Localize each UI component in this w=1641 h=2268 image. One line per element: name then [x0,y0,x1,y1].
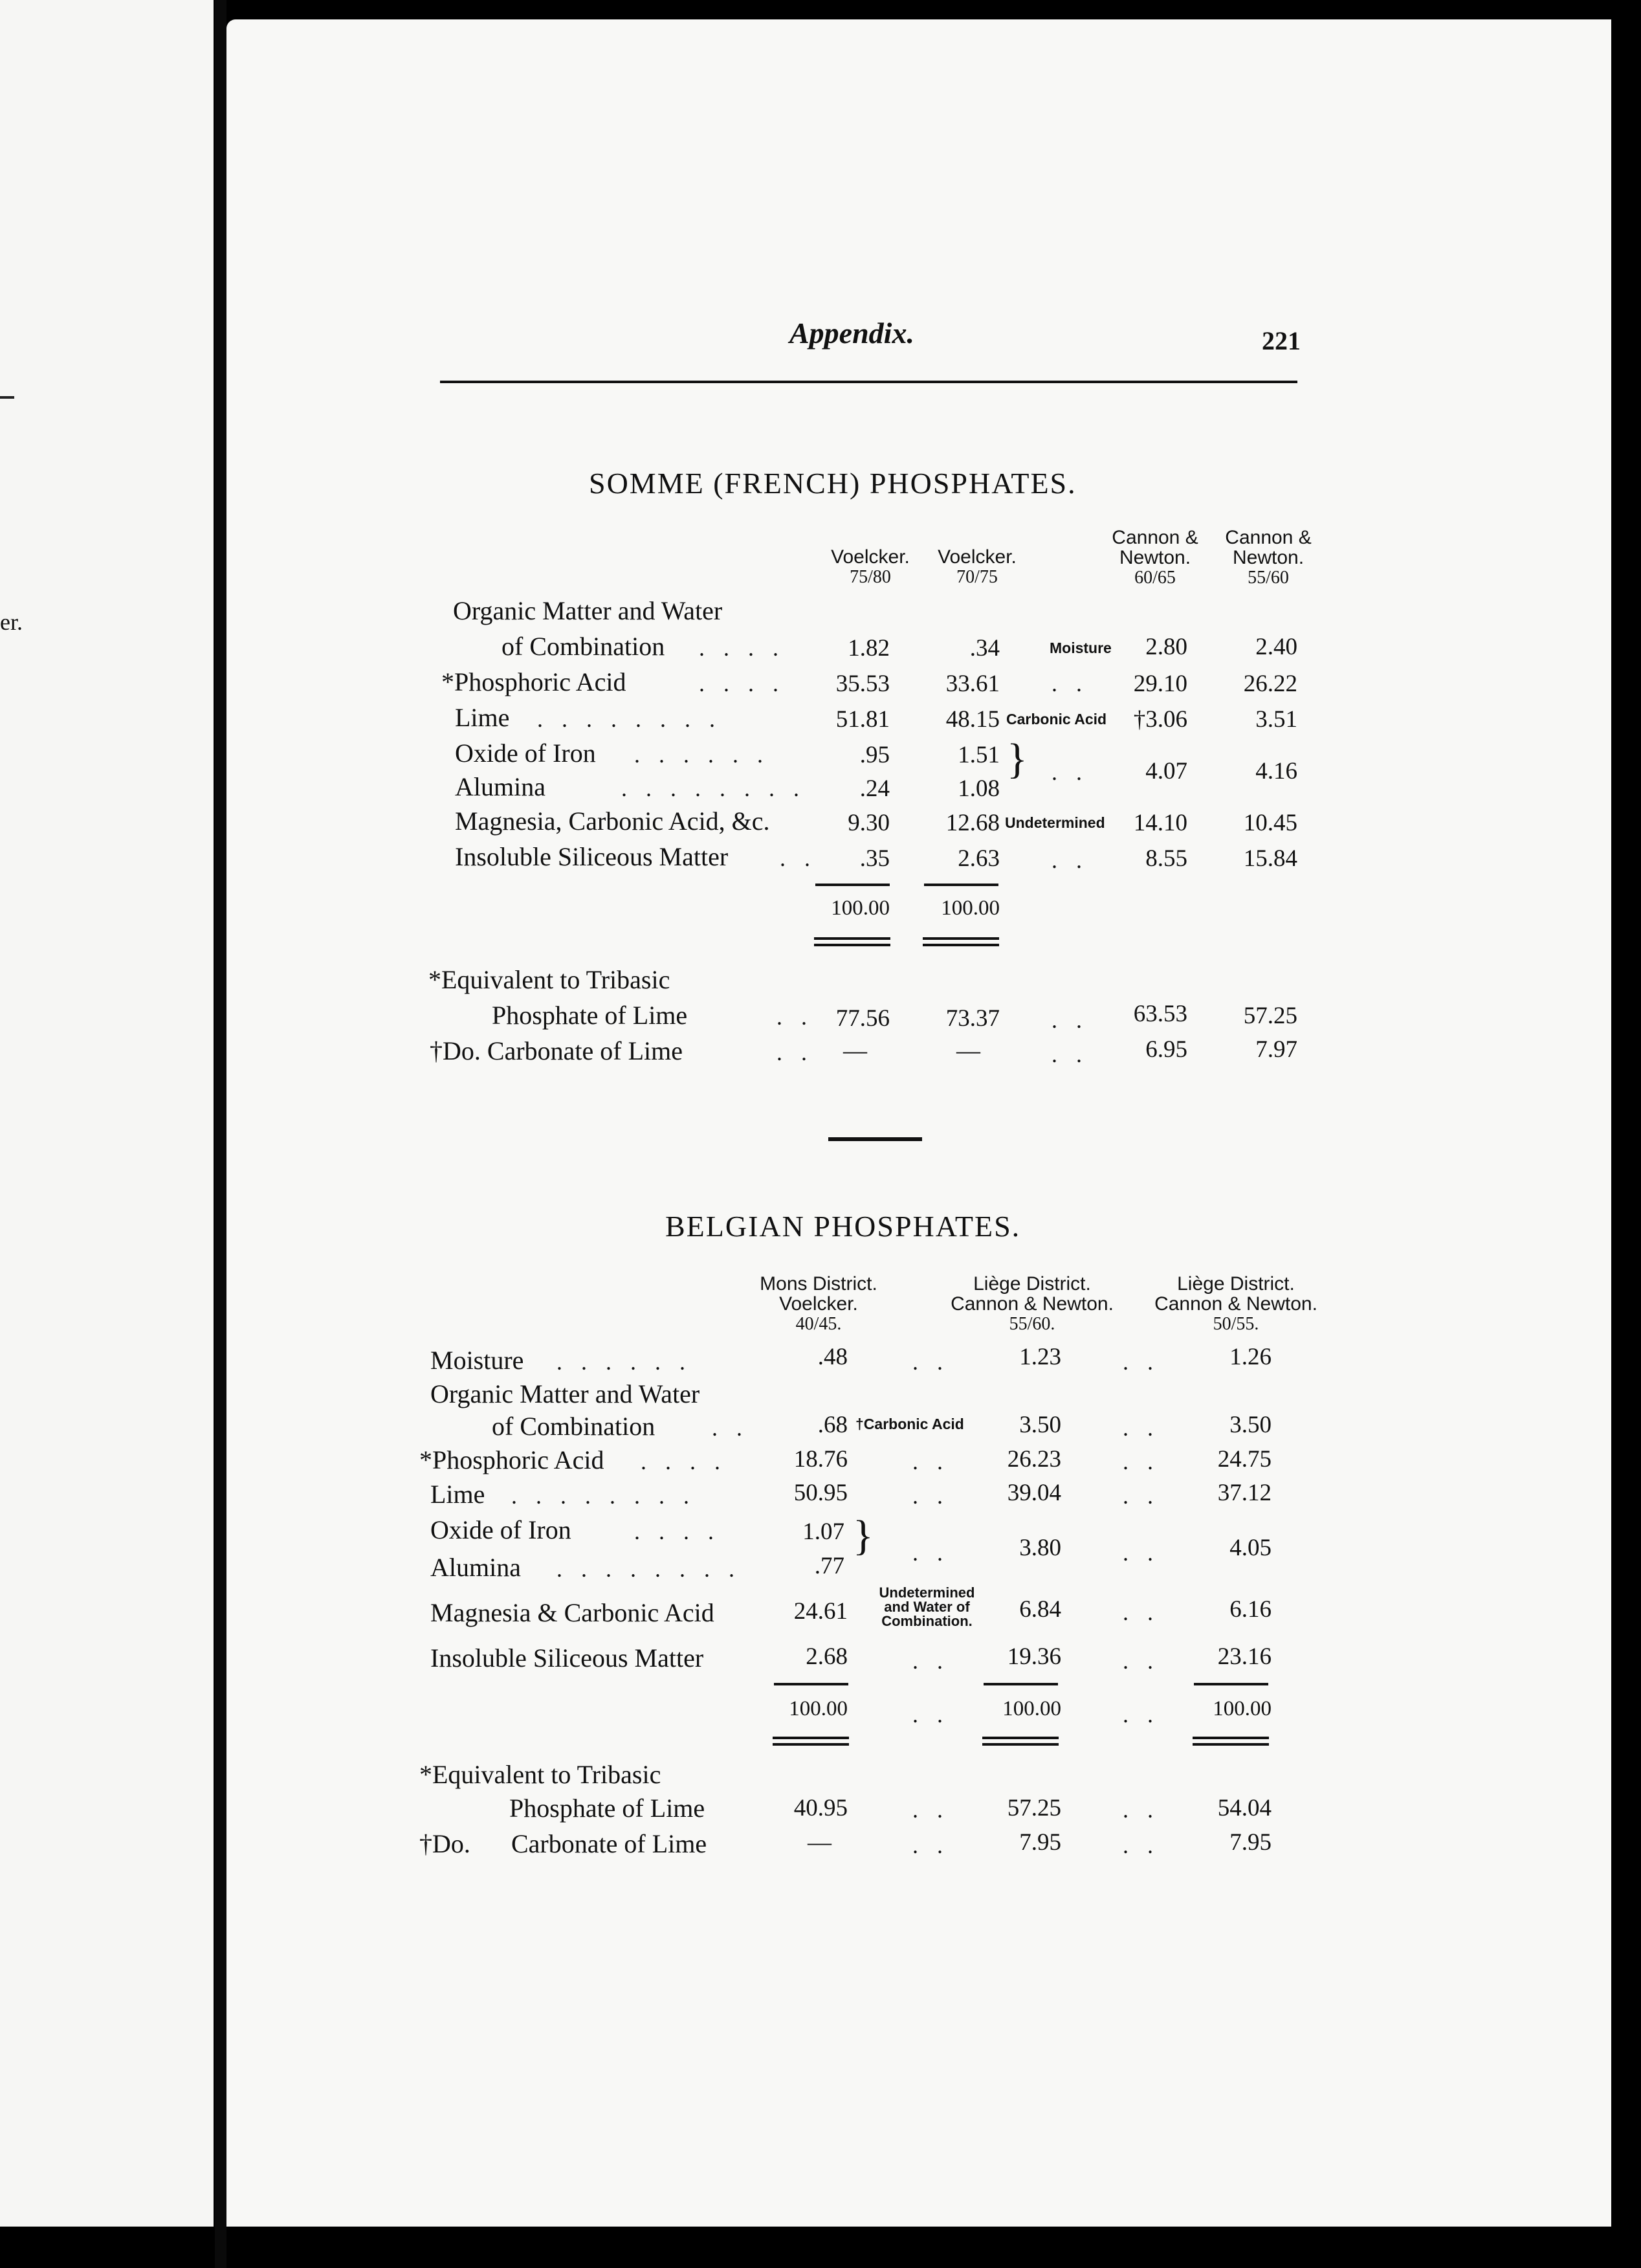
leader-dots: . . . . . . [556,1349,692,1375]
somme-note: Carbonic Acid [1006,711,1107,728]
somme-row-label: Magnesia, Carbonic Acid, &c. [455,806,770,836]
total-rule [773,1737,849,1739]
somme-cell: .34 [969,635,1000,662]
belgian-cell: 26.23 [1007,1446,1061,1473]
somme-cell: 77.56 [835,1005,890,1032]
running-header: Appendix. [789,317,914,350]
somme-cell: 63.53 [1133,1001,1187,1027]
leader-dots: . . [1123,1832,1160,1858]
header-rule [440,381,1297,383]
leader-dots: . . [780,845,817,871]
sum-rule [1194,1683,1268,1685]
somme-cell: 4.07 [1145,758,1187,784]
belgian-cell: 4.05 [1229,1535,1272,1561]
somme-cell: 57.25 [1243,1003,1297,1029]
somme-col-1-header: Voelcker. 75/80 [831,546,910,587]
leader-dots: . . [912,1797,949,1823]
leader-dots: . . [1123,1702,1160,1728]
leader-dots: . . . . . . . . [537,706,721,732]
sum-rule [924,884,998,886]
belgian-equiv-label-cont: Phosphate of Lime [509,1794,705,1823]
sum-rule [774,1683,848,1685]
somme-cell: 29.10 [1133,671,1187,697]
leader-dots: . . [1052,1007,1088,1033]
belgian-cell: 1.23 [1019,1344,1061,1370]
belgian-cell: 1.26 [1229,1344,1272,1370]
belgian-cell: .68 [817,1412,848,1438]
belgian-cell: 1.07 [802,1518,844,1545]
leader-dots: . . [912,1832,949,1858]
belgian-cell: 57.25 [1007,1795,1061,1821]
somme-cell: 7.97 [1255,1036,1297,1063]
leader-dots: . . [712,1415,749,1441]
belgian-total: 100.00 [789,1697,848,1720]
somme-cell: 73.37 [945,1005,1000,1032]
total-rule [1193,1737,1269,1739]
somme-title: SOMME (FRENCH) PHOSPHATES. [589,467,1077,500]
belgian-row-label-cont: of Combination [492,1412,655,1441]
somme-carbonate-label: †Do. Carbonate of Lime [430,1036,683,1065]
belgian-cell: 50.95 [793,1480,848,1506]
belgian-cell: 3.50 [1019,1412,1061,1438]
leader-dots: . . . . . . . . [556,1556,741,1582]
belgian-cell: 18.76 [793,1446,848,1473]
somme-cell: 2.80 [1145,634,1187,660]
belgian-col-1-header: Mons District. Voelcker. 40/45. [760,1273,877,1334]
section-divider [828,1137,922,1141]
somme-row-label-cont: of Combination [501,632,665,661]
leader-dots: . . [912,1702,949,1728]
leader-dots: . . . . [699,671,785,696]
belgian-row-label: Organic Matter and Water [430,1379,700,1408]
somme-cell: 26.22 [1243,671,1297,697]
leader-dots: . . [1123,1449,1160,1474]
belgian-note: †Carbonic Acid [855,1416,964,1432]
belgian-row-label: Moisture [430,1346,524,1375]
belgian-cell: 2.68 [806,1643,848,1670]
leader-dots: . . [1123,1415,1160,1441]
total-rule [982,1737,1059,1739]
sum-rule [984,1683,1058,1685]
somme-col-4-header: Cannon & Newton. 55/60 [1225,527,1312,588]
somme-cell: 2.63 [958,845,1000,872]
leader-dots: . . [1052,759,1088,785]
belgian-cell: .48 [817,1344,848,1370]
somme-cell: 1.82 [848,635,890,662]
leader-dots: . . [1123,1599,1160,1625]
total-rule [982,1743,1059,1746]
belgian-cell: 24.75 [1217,1446,1272,1473]
somme-cell: 15.84 [1243,845,1297,872]
belgian-cell: 39.04 [1007,1480,1061,1506]
belgian-title: BELGIAN PHOSPHATES. [665,1210,1021,1243]
leader-dots: . . [1123,1540,1160,1566]
belgian-carbonate-label-cont: Carbonate of Lime [511,1829,707,1858]
somme-col-3-header: Cannon & Newton. 60/65 [1112,527,1198,588]
total-rule [923,944,999,946]
somme-cell: 2.40 [1255,634,1297,660]
leader-dots: . . [1123,1483,1160,1509]
belgian-cell: 3.80 [1019,1535,1061,1561]
belgian-cell: 40.95 [793,1795,848,1821]
belgian-row-label: Magnesia & Carbonic Acid [430,1598,714,1627]
somme-row-label: *Phosphoric Acid [441,667,626,696]
leader-dots: . . [912,1449,949,1474]
left-page [0,0,214,2227]
leader-dots: . . [1123,1648,1160,1674]
somme-total: 100.00 [941,896,1000,920]
leader-dots: . . [912,1540,949,1566]
somme-equiv-label: *Equivalent to Tribasic [428,965,670,994]
belgian-row-label: Lime [430,1480,485,1509]
somme-cell: 33.61 [945,671,1000,697]
brace-icon: } [853,1512,874,1559]
book-spine [215,0,226,2268]
belgian-cell: 24.61 [793,1598,848,1625]
total-rule [1193,1743,1269,1746]
leader-dots: . . [912,1648,949,1674]
somme-cell: .35 [859,845,890,872]
leader-dots: . . [776,1040,813,1065]
belgian-total: 100.00 [1002,1697,1061,1720]
somme-cell: 4.16 [1255,758,1297,784]
somme-cell: — [956,1038,980,1064]
leader-dots: . . [1123,1797,1160,1823]
left-page-fragment: er. [0,609,23,635]
belgian-carbonate-label: †Do. [419,1829,470,1858]
somme-row-label: Organic Matter and Water [453,596,723,625]
somme-cell: 6.95 [1145,1036,1187,1063]
somme-row-label: Lime [455,703,510,732]
leader-dots: . . [776,1004,813,1030]
total-rule [773,1743,849,1746]
sum-rule [815,884,890,886]
somme-cell: 48.15 [945,706,1000,733]
page-number: 221 [1262,326,1301,355]
right-page [226,19,1611,2227]
leader-dots: . . [1052,847,1088,873]
belgian-note: Undetermined and Water of Combination. [879,1584,975,1629]
somme-cell: 10.45 [1243,810,1297,836]
belgian-cell: 7.95 [1019,1829,1061,1856]
belgian-cell: 6.16 [1229,1596,1272,1623]
somme-note: Undetermined [1005,814,1105,831]
belgian-total: 100.00 [1213,1697,1272,1720]
leader-dots: . . . . . . . . [511,1483,696,1509]
somme-row-label: Oxide of Iron [455,739,596,768]
leader-dots: . . . . [634,1518,720,1544]
belgian-col-3-header: Liège District. Cannon & Newton. 50/55. [1154,1273,1317,1334]
somme-equiv-label-cont: Phosphate of Lime [492,1001,688,1030]
somme-cell: 35.53 [835,671,890,697]
somme-cell: — [843,1038,867,1064]
belgian-cell: 6.84 [1019,1596,1061,1623]
leader-dots: . . . . . . [634,742,769,768]
brace-icon: } [1007,735,1028,783]
leader-dots: . . . . . . . . [621,775,806,801]
leader-dots: . . [1052,1041,1088,1067]
somme-cell: 14.10 [1133,810,1187,836]
belgian-cell: 7.95 [1229,1829,1272,1856]
leader-dots: . . . . [699,635,785,661]
belgian-cell: 23.16 [1217,1643,1272,1670]
total-rule [814,937,890,940]
belgian-cell: 54.04 [1217,1795,1272,1821]
leader-dots: . . [912,1349,949,1375]
somme-cell: 3.51 [1255,706,1297,733]
leader-dots: . . [912,1483,949,1509]
belgian-cell: 19.36 [1007,1643,1061,1670]
belgian-row-label: Oxide of Iron [430,1515,571,1544]
somme-cell: †3.06 [1133,706,1187,733]
somme-total: 100.00 [831,896,890,920]
somme-cell: 1.51 [958,742,1000,768]
somme-cell: 51.81 [835,706,890,733]
belgian-cell: 37.12 [1217,1480,1272,1506]
belgian-cell: 3.50 [1229,1412,1272,1438]
somme-note: Moisture [1050,639,1112,656]
somme-cell: 12.68 [945,810,1000,836]
leader-dots: . . . . [641,1449,727,1474]
somme-cell: .95 [859,742,890,768]
total-rule [923,937,999,940]
belgian-row-label: Alumina [430,1553,521,1582]
somme-row-label: Insoluble Siliceous Matter [455,842,729,871]
belgian-cell: .77 [814,1553,844,1579]
total-rule [814,944,890,946]
left-page-dash [0,396,14,399]
belgian-equiv-label: *Equivalent to Tribasic [419,1760,661,1789]
belgian-col-2-header: Liège District. Cannon & Newton. 55/60. [951,1273,1114,1334]
belgian-cell: — [808,1829,832,1856]
belgian-row-label: Insoluble Siliceous Matter [430,1643,704,1673]
somme-col-2-header: Voelcker. 70/75 [938,546,1017,587]
leader-dots: . . [1123,1349,1160,1375]
somme-cell: 8.55 [1145,845,1187,872]
somme-row-label: Alumina [455,772,545,801]
somme-cell: 9.30 [848,810,890,836]
leader-dots: . . [1052,671,1088,696]
belgian-row-label: *Phosphoric Acid [419,1445,604,1474]
somme-cell: .24 [859,775,890,802]
somme-cell: 1.08 [958,775,1000,802]
